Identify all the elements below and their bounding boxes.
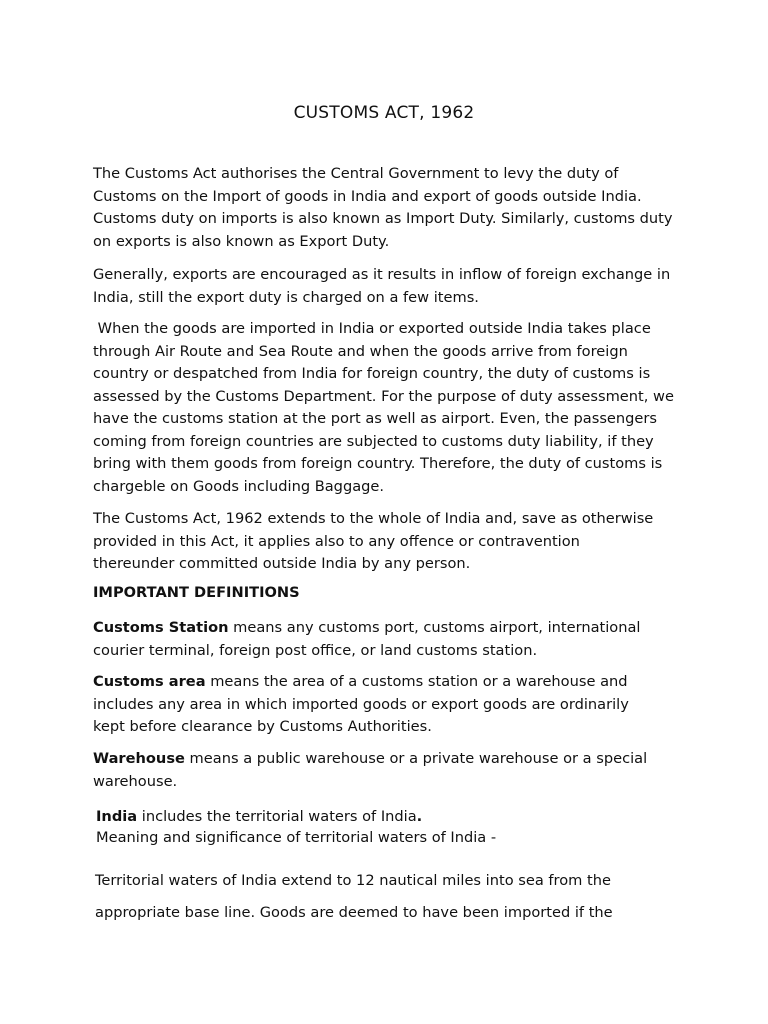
definition-text: means any customs port, customs airport, international (228, 619, 641, 636)
paragraph-line: Customs duty on imports is also known as Import Duty. Similarly, customs duty (93, 210, 673, 227)
paragraph-line: on exports is also known as Export Duty. (93, 232, 390, 250)
definition-line: includes any area in which imported goods or export goods are ordinarily (93, 695, 629, 713)
definition-line: Meaning and significance of territorial waters of India - (96, 829, 497, 846)
paragraph-line: Generally, exports are encouraged as it results in inflow of foreign exchange in (93, 266, 671, 283)
definition-term: India (96, 808, 138, 825)
definition-line: kept before clearance by Customs Authorities. (93, 718, 432, 735)
paragraph-routes (93, 318, 683, 498)
paragraph-line: India, still the export duty is charged on a few items. (93, 288, 479, 306)
definition-india (96, 806, 686, 848)
paragraph-line: coming from foreign countries are subjected to customs duty liability, if they (93, 432, 654, 450)
paragraph-line: Customs on the Import of goods in India and export of goods outside India. (93, 187, 642, 205)
definition-warehouse (93, 748, 683, 793)
paragraph-line: The Customs Act authorises the Central Government to levy the duty of (93, 165, 619, 182)
document-title: CUSTOMS ACT, 1962 (293, 103, 475, 124)
paragraph-line: When the goods are imported in India or exported outside India takes place (93, 320, 651, 337)
paragraph-line: have the customs station at the port as well as airport. Even, the passengers (93, 410, 657, 427)
definition-line (93, 617, 683, 640)
definition-term: Customs area (93, 673, 206, 690)
definition-period: . (416, 808, 423, 825)
paragraph-line: country or despatched from India for foreign country, the duty of customs is (93, 365, 651, 382)
definition-customs-station (93, 617, 683, 662)
paragraph-line: through Air Route and Sea Route and when the goods arrive from foreign (93, 342, 628, 360)
definition-line: warehouse. (93, 772, 178, 790)
definition-customs-area (93, 671, 683, 739)
definition-text: means a public warehouse or a private warehouse or a special (184, 750, 648, 767)
definition-term: Customs Station (93, 619, 229, 636)
paragraph-extent (93, 508, 683, 576)
definitions-heading: IMPORTANT DEFINITIONS (93, 584, 300, 601)
definition-line (93, 671, 683, 694)
definition-term: Warehouse (93, 750, 185, 767)
definition-line (93, 748, 683, 771)
paragraph-territorial-waters (95, 865, 685, 929)
paragraph-line: appropriate base line. Goods are deemed to have been imported if the (95, 904, 613, 921)
definition-line: courier terminal, foreign post office, or land customs station. (93, 641, 538, 659)
definition-text: means the area of a customs station or a warehouse and (205, 673, 628, 690)
definition-text: includes the territorial waters of India (137, 808, 417, 825)
paragraph-line: chargeble on Goods including Baggage. (93, 477, 385, 495)
paragraph-exports (93, 264, 683, 309)
paragraph-line: assessed by the Customs Department. For the purpose of duty assessment, we (93, 387, 674, 405)
paragraph-intro (93, 163, 683, 253)
paragraph-line: Territorial waters of India extend to 12 nautical miles into sea from the (95, 872, 611, 889)
paragraph-line: bring with them goods from foreign country. Therefore, the duty of customs is (93, 455, 663, 472)
paragraph-line: The Customs Act, 1962 extends to the whole of India and, save as otherwise (93, 510, 654, 527)
definition-line (96, 806, 686, 827)
paragraph-line: provided in this Act, it applies also to any offence or contravention (93, 532, 580, 550)
paragraph-line: thereunder committed outside India by any person. (93, 555, 471, 572)
